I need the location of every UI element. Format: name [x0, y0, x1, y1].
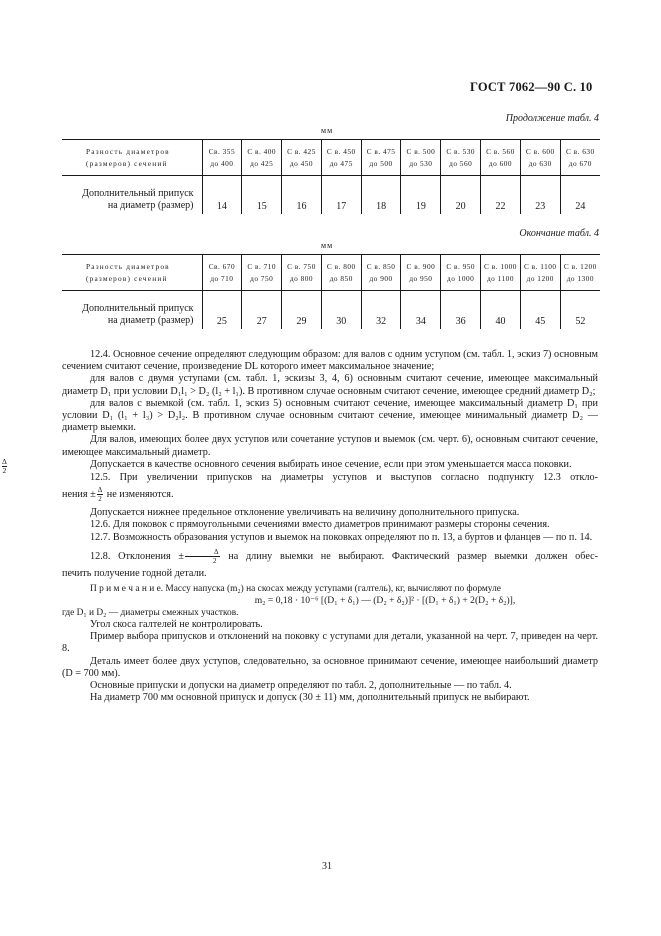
- table2-col-header: [401, 255, 441, 291]
- paragraph: Угол скоса галтелей не контролировать.: [90, 619, 263, 631]
- table2-cell: 40: [481, 291, 521, 330]
- table2-data-row: [62, 291, 600, 330]
- col-from: С в. 600: [525, 147, 555, 156]
- table1-data-row: [62, 176, 600, 215]
- table1-unit: мм: [321, 126, 334, 135]
- col-to: до 560: [449, 158, 473, 168]
- col-from: С в. 900: [406, 262, 436, 271]
- col-to: до 450: [289, 158, 314, 168]
- delta-fraction: [185, 548, 220, 565]
- table1-col-header: [520, 140, 560, 176]
- table1-header-row: [62, 140, 600, 176]
- col-from: С в. 630: [565, 147, 595, 156]
- table2-cell: 45: [520, 291, 560, 330]
- col-to: до 1200: [526, 273, 554, 283]
- col-from: С в. 1200: [563, 262, 597, 271]
- paragraph: Основные припуски и допуски на диаметр определяют по табл. 2, дополнительные — по табл. 4.: [90, 680, 512, 692]
- note: П р и м е ч а н и е. Массу напуска (m₂) на скосах между уступами (галтель), кг, вычисляют по формуле: [90, 584, 501, 595]
- col-to: до 475: [329, 158, 353, 168]
- col-from: С в. 850: [366, 262, 396, 271]
- paragraph: 12.6. Для поковок с прямоугольными сечениями вместо диаметров принимают размеры стороны сечения.: [90, 519, 550, 531]
- table1-col-header: [401, 140, 441, 176]
- col-from: Св. 355: [208, 147, 236, 156]
- text-run: нения ±: [62, 489, 96, 501]
- paragraph: Пример выбора припусков и отклонений на поковку с уступами для детали, указанной на черт. 7, приведен на черт. 8.: [62, 631, 598, 655]
- paragraph: 12.7. Возможность образования уступов и выемок на поковках определяют по п. 13, а буртов и фланцев — по п. 14.: [90, 531, 593, 543]
- col-to: до 630: [528, 158, 552, 168]
- col-from: Св. 670: [208, 262, 236, 271]
- table1-cell: 16: [282, 176, 322, 215]
- row-label-line2: на диаметр (размер): [107, 200, 194, 211]
- table2-unit: мм: [321, 241, 334, 250]
- table2-col-header: [242, 255, 282, 291]
- table1-label-line2: (размеров) сечений: [86, 158, 168, 168]
- paragraph: [62, 486, 598, 503]
- col-from: С в. 475: [366, 147, 396, 156]
- table2-cell: 30: [321, 291, 361, 330]
- table1-col-header: [282, 140, 322, 176]
- table2: [62, 254, 600, 329]
- col-to: до 600: [488, 158, 513, 168]
- margin-mark-numerator: Δ: [2, 457, 7, 466]
- text-run: не изменяются.: [106, 489, 174, 501]
- paragraph: Допускается в качестве основного сечения выбирать иное сечение, если при этом уменьшается масса поковки.: [90, 458, 572, 470]
- margin-revision-mark: [2, 458, 7, 475]
- table2-label-line2: (размеров) сечений: [86, 273, 168, 283]
- col-from: С в. 1000: [484, 262, 517, 271]
- table1-col-header: [202, 140, 242, 176]
- table2-col-header: [481, 255, 521, 291]
- table1-cell: 15: [242, 176, 282, 215]
- col-to: до 1300: [566, 273, 594, 283]
- table2-cell: 34: [401, 291, 441, 330]
- table2-col-header: [361, 255, 401, 291]
- col-to: до 1100: [486, 273, 514, 283]
- col-to: до 500: [369, 158, 393, 168]
- paragraph: для валов с выемкой (см. табл. 1, эскиз 5) основным считают сечение, имеющее максимальный диаметр D₁ при условии D₁ (l₁ + l₃) > D₂l₂. В противном случае основным считают сечение, имеющее минимальный диаметр D₂ — диаметр выемки.: [62, 397, 598, 434]
- col-to: до 710: [210, 273, 234, 283]
- table2-col-header: [560, 255, 600, 291]
- table2-col-header: [441, 255, 481, 291]
- table2-col-header: [520, 255, 560, 291]
- table1-cell: 23: [520, 176, 560, 215]
- col-from: С в. 710: [247, 262, 277, 271]
- table2-cell: 36: [441, 291, 481, 330]
- table2-col-header: [321, 255, 361, 291]
- table1-col-header: [242, 140, 282, 176]
- fraction-denominator: 2: [212, 556, 217, 565]
- paragraph: для валов с двумя уступами (см. табл. 1, эскизы 3, 4, 6) основным считают сечение, имеющее максимальный диаметр D₁ при условии D₁l₁ > D₂ (l₂ + l₁). В противном случае основным считают сечение, имеющее средний диаметр D₂;: [62, 373, 598, 397]
- table1-label-line1: Разность диаметров: [86, 147, 170, 156]
- delta-fraction: [97, 486, 104, 503]
- page-number: 31: [322, 861, 332, 872]
- paragraph: [62, 548, 598, 565]
- paragraph: Допускается нижнее предельное отклонение увеличивать на величину дополнительного припуска.: [90, 507, 520, 519]
- col-from: С в. 450: [326, 147, 356, 156]
- table2-header-row: [62, 255, 600, 291]
- col-from: С в. 560: [486, 147, 515, 156]
- col-from: С в. 950: [446, 262, 476, 271]
- margin-mark-denominator: 2: [2, 466, 7, 475]
- formula: m₂ = 0,18 · 10⁻⁶ [(D₁ + δ₁) — (D₂ + δ₂)]² · [(D₁ + δ₁) + 2(D₂ + δ₂)],: [254, 595, 516, 607]
- table2-col-header: [202, 255, 242, 291]
- col-to: до 670: [568, 158, 592, 168]
- col-from: С в. 800: [326, 262, 356, 271]
- table1-col-header: [441, 140, 481, 176]
- table2-cell: 25: [202, 291, 242, 330]
- fraction-numerator: Δ: [97, 486, 103, 495]
- table1-cell: 24: [560, 176, 600, 215]
- table1-cell: 22: [481, 176, 521, 215]
- paragraph: Деталь имеет более двух уступов, следовательно, за основное принимают сечение, имеющее наибольший диаметр (D = 700 мм).: [62, 655, 598, 679]
- page-header: ГОСТ 7062—90 С. 10: [470, 80, 593, 94]
- table2-row-label: [62, 291, 202, 330]
- formula-where: где D₁ и D₂ — диаметры смежных участков.: [62, 608, 239, 619]
- table2-cell: 29: [282, 291, 322, 330]
- col-to: до 530: [409, 158, 433, 168]
- table1-col-header: [321, 140, 361, 176]
- table1-cell: 18: [361, 176, 401, 215]
- table1-cell: 14: [202, 176, 242, 215]
- table1-col-header: [361, 140, 401, 176]
- col-from: С в. 750: [287, 262, 316, 271]
- col-from: С в. 400: [247, 147, 277, 156]
- table2-cell: 32: [361, 291, 401, 330]
- body-text: [62, 349, 598, 704]
- paragraph: 12.4. Основное сечение определяют следующим образом: для валов с одним уступом (см. табл. 1, эскиз 7) основным сечением считают сечение, произведение DL которого имеет максимальное значение;: [62, 349, 598, 373]
- table2-caption: Окончание табл. 4: [519, 228, 599, 239]
- row-label-line1: Дополнительный припуск: [82, 303, 194, 314]
- table2-label-line1: Разность диаметров: [86, 262, 170, 271]
- table2-cell: 27: [242, 291, 282, 330]
- paragraph: На диаметр 700 мм основной припуск и допуск (30 ± 11) мм, дополнительный припуск не выбирают.: [90, 692, 530, 704]
- text-run: 12.8. Отклонения ±: [90, 550, 184, 562]
- col-to: до 400: [210, 158, 234, 168]
- table1-cell: 19: [401, 176, 441, 215]
- table1: [62, 139, 600, 214]
- col-from: С в. 1100: [523, 262, 557, 271]
- col-to: до 900: [369, 273, 393, 283]
- col-from: С в. 530: [446, 147, 476, 156]
- col-to: до 750: [250, 273, 274, 283]
- table1-label-cell: [62, 140, 202, 176]
- col-from: С в. 500: [406, 147, 436, 156]
- col-to: до 1000: [447, 273, 475, 283]
- col-to: до 425: [250, 158, 274, 168]
- paragraph: печить получение годной детали.: [62, 567, 207, 579]
- text-run: на длину выемки не выбирают. Фактический размер выемки должен обес-: [228, 550, 599, 562]
- table1-caption: Продолжение табл. 4: [505, 113, 599, 124]
- col-to: до 800: [289, 273, 314, 283]
- table2-col-header: [282, 255, 322, 291]
- row-label-line2: на диаметр (размер): [107, 315, 194, 326]
- table2-label-cell: [62, 255, 202, 291]
- table1-cell: 17: [321, 176, 361, 215]
- col-from: С в. 425: [287, 147, 316, 156]
- fraction-numerator: Δ: [185, 548, 220, 557]
- table2-cell: 52: [560, 291, 600, 330]
- row-label-line1: Дополнительный припуск: [82, 188, 194, 199]
- col-to: до 850: [329, 273, 353, 283]
- fraction-denominator: 2: [98, 495, 102, 504]
- table1-col-header: [560, 140, 600, 176]
- paragraph: Для валов, имеющих более двух уступов или сочетание уступов и выемок (см. черт. 6), основным считают сечение, имеющее максимальный диаметр.: [62, 434, 598, 458]
- table1-row-label: [62, 176, 202, 215]
- paragraph: 12.5. При увеличении припусков на диаметры уступов и выступов согласно подпункту 12.3 откло-: [90, 472, 598, 484]
- table1-cell: 20: [441, 176, 481, 215]
- col-to: до 950: [409, 273, 433, 283]
- table1-col-header: [481, 140, 521, 176]
